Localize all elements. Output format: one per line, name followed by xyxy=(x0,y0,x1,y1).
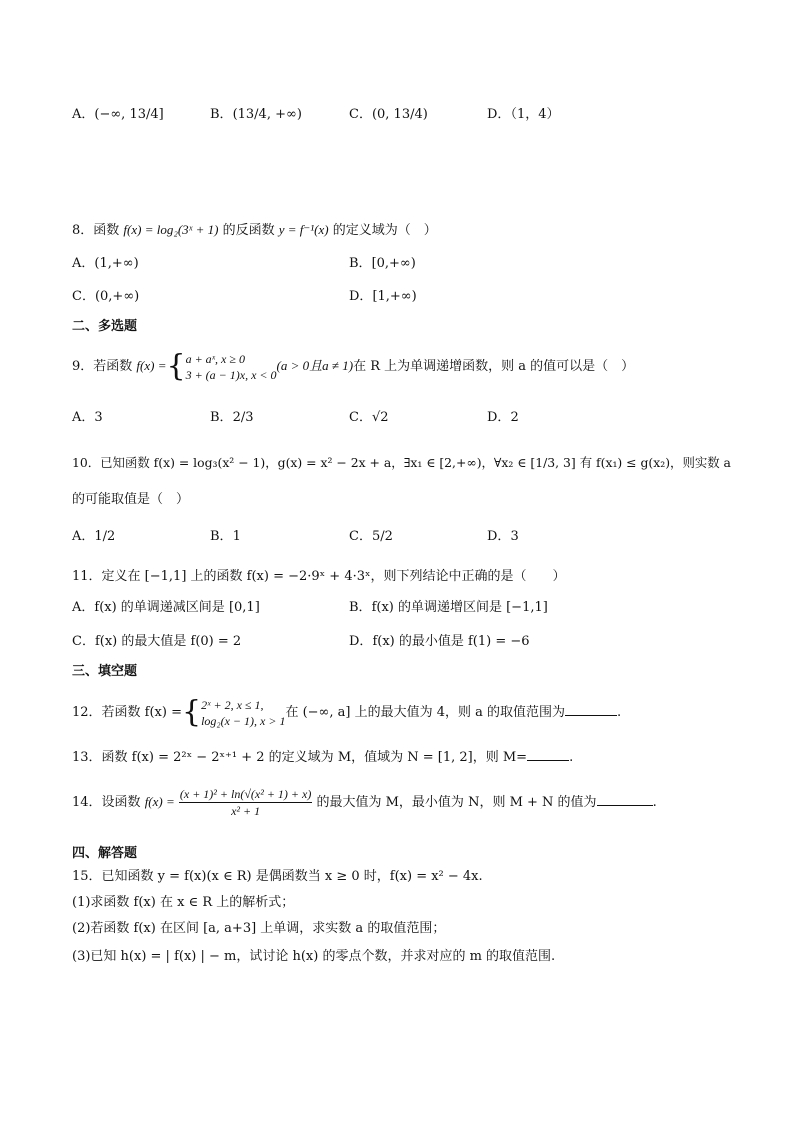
q10-option-c xyxy=(349,528,393,546)
q11-option-c xyxy=(72,633,241,651)
q9-option-b-value: 2/3 xyxy=(232,410,254,425)
q10-option-c-value: 5/2 xyxy=(371,529,393,544)
q12-pre: 12．若函数 f(x) = xyxy=(72,705,182,720)
q13-answer-blank xyxy=(527,748,569,761)
q10-option-c-label: C． xyxy=(349,529,372,544)
q9-stem xyxy=(72,346,634,387)
q9-option-c xyxy=(349,409,389,427)
q11-option-d xyxy=(349,633,530,651)
q14-numerator: (x + 1)² + ln(√(x² + 1) + x) xyxy=(179,787,312,801)
q9-cases xyxy=(186,351,277,383)
q11-option-b-label: B． xyxy=(349,600,372,615)
q9-condition: (a > 0且a ≠ 1) xyxy=(276,358,354,373)
q13-end: . xyxy=(569,750,574,765)
q10-option-d-value: 3 xyxy=(510,529,519,544)
q10-option-d-label: D． xyxy=(487,529,511,544)
q9-option-a xyxy=(72,409,103,427)
q14-end: . xyxy=(652,795,657,810)
q11-option-a-value: f(x) 的单调递减区间是 [0,1] xyxy=(94,600,260,615)
q7-option-c-value: (0, 13/4) xyxy=(371,107,428,122)
q9-option-d xyxy=(487,409,519,427)
q11-option-a xyxy=(72,599,260,617)
q12-cases xyxy=(201,697,285,729)
q10-stem-line2: 的可能取值是（ ） xyxy=(72,492,190,507)
q11-option-c-label: C． xyxy=(72,634,95,649)
q8-option-b-value: [0,+∞) xyxy=(371,256,416,271)
q12-post: 在 (−∞, a] 上的最大值为 4，则 a 的取值范围为 xyxy=(285,705,566,720)
q13-stem xyxy=(72,748,573,767)
q15-part1: (1)求函数 f(x) 在 x ∈ R 上的解析式； xyxy=(72,895,295,910)
q8-option-d-value: [1,+∞) xyxy=(372,289,417,304)
q8-option-d xyxy=(349,288,417,306)
q7-option-d-label: D． xyxy=(487,107,511,122)
q11-option-d-label: D． xyxy=(349,634,373,649)
section-multiple-choice: 二、多选题 xyxy=(72,319,138,334)
q8-stem-a: 8．函数 xyxy=(72,223,124,238)
q10-stem-line1: 10．已知函数 f(x) = log₃(x² − 1)，g(x) = x² − 2x + a，∃x₁ ∈ [2,+∞)，∀x₂ ∈ [1/3, 3] 有 f(x₁) ≤ g(x₂)，则实数 a xyxy=(72,455,731,470)
q9-case2: 3 + (a − 1)x, x < 0 xyxy=(185,367,277,382)
q7-option-b-value: (13/4, +∞) xyxy=(232,107,302,122)
q11-option-a-label: A． xyxy=(72,600,95,615)
section-solutions: 四、解答题 xyxy=(72,846,138,861)
q8-option-b xyxy=(349,255,416,273)
q8-stem-e: 的定义域为（ ） xyxy=(328,223,437,238)
q7-option-a xyxy=(72,106,164,124)
q9-option-c-label: C． xyxy=(349,410,372,425)
q11-option-c-value: f(x) 的最大值是 f(0) = 2 xyxy=(94,634,242,649)
q14-post: 的最大值为 M，最小值为 N，则 M + N 的值为 xyxy=(312,795,597,810)
q7-option-a-value: (−∞, 13/4] xyxy=(94,107,164,122)
q9-case1: a + aˣ, x ≥ 0 xyxy=(185,351,245,366)
section-fill-in: 三、填空题 xyxy=(72,664,138,679)
q12-brace: { xyxy=(182,694,202,730)
q14-fraction xyxy=(179,786,312,819)
q10-option-d xyxy=(487,528,519,546)
q11-option-b-value: f(x) 的单调递增区间是 [−1,1] xyxy=(371,600,548,615)
q12-case1: 2ˣ + 2, x ≤ 1, xyxy=(201,697,264,712)
q7-option-a-label: A． xyxy=(72,107,95,122)
q8-option-c-value: (0,+∞) xyxy=(94,289,140,304)
q12-answer-blank xyxy=(565,703,617,716)
q10-option-a-value: 1/2 xyxy=(94,529,116,544)
q10-option-b xyxy=(210,528,241,546)
q15-stem: 15．已知函数 y = f(x)(x ∈ R) 是偶函数当 x ≥ 0 时，f(x) = x² − 4x. xyxy=(72,869,483,884)
q14-fx: f(x) = xyxy=(144,794,175,809)
q10-option-b-value: 1 xyxy=(232,529,241,544)
q7-option-b-label: B． xyxy=(210,107,233,122)
q11-stem: 11．定义在 [−1,1] 上的函数 f(x) = −2·9ˣ + 4·3ˣ，则下列结论中正确的是（ ） xyxy=(72,569,566,584)
q7-option-d xyxy=(487,106,559,124)
q7-option-b xyxy=(210,106,302,124)
q8-formula: f(x) = log₂(3ˣ + 1) xyxy=(123,222,219,237)
q15-part3: (3)已知 h(x) = | f(x) | − m，试讨论 h(x) 的零点个数，并求对应的 m 的取值范围. xyxy=(72,949,556,964)
q7-option-c-label: C． xyxy=(349,107,372,122)
q9-fx: f(x) = xyxy=(136,358,167,373)
q14-pre: 14．设函数 xyxy=(72,795,145,810)
q12-stem xyxy=(72,693,621,733)
q9-brace: { xyxy=(166,348,186,384)
q9-option-d-value: 2 xyxy=(510,410,519,425)
q8-option-d-label: D． xyxy=(349,289,373,304)
q14-stem xyxy=(72,780,657,825)
q10-option-a-label: A． xyxy=(72,529,95,544)
q9-option-b-label: B． xyxy=(210,410,233,425)
q8-option-c xyxy=(72,288,139,306)
q9-option-c-value: √2 xyxy=(371,410,389,425)
q12-case2: log₂(x − 1), x > 1 xyxy=(201,713,286,728)
q9-option-a-label: A． xyxy=(72,410,95,425)
q8-option-a-value: (1,+∞) xyxy=(94,256,139,271)
q8-option-a-label: A． xyxy=(72,256,95,271)
q9-pre: 9．若函数 xyxy=(72,359,137,374)
q9-post: 在 R 上为单调递增函数，则 a 的值可以是（ ） xyxy=(353,359,635,374)
q12-end: . xyxy=(617,705,622,720)
q14-answer-blank xyxy=(597,793,653,806)
q9-option-a-value: 3 xyxy=(94,410,103,425)
q8-option-b-label: B． xyxy=(349,256,372,271)
q9-option-b xyxy=(210,409,253,427)
q8-option-a xyxy=(72,255,139,273)
q8-stem xyxy=(72,221,437,240)
q13-text: 13．函数 f(x) = 2²ˣ − 2ˣ⁺¹ + 2 的定义域为 M，值域为 N = [1, 2]，则 M= xyxy=(72,750,528,765)
q10-option-a xyxy=(72,528,115,546)
q7-option-d-value: （1，4） xyxy=(510,107,560,122)
q8-option-c-label: C． xyxy=(72,289,95,304)
q15-part2: (2)若函数 f(x) 在区间 [a, a+3] 上单调，求实数 a 的取值范围； xyxy=(72,921,446,936)
q11-option-d-value: f(x) 的最小值是 f(1) = −6 xyxy=(372,634,530,649)
q8-inverse: y = f⁻¹(x) xyxy=(278,222,329,237)
q10-option-b-label: B． xyxy=(210,529,233,544)
q14-denominator: x² + 1 xyxy=(231,804,261,818)
q11-option-b xyxy=(349,599,548,617)
q7-option-c xyxy=(349,106,428,124)
q8-stem-c: 的反函数 xyxy=(218,223,279,238)
q9-option-d-label: D． xyxy=(487,410,511,425)
